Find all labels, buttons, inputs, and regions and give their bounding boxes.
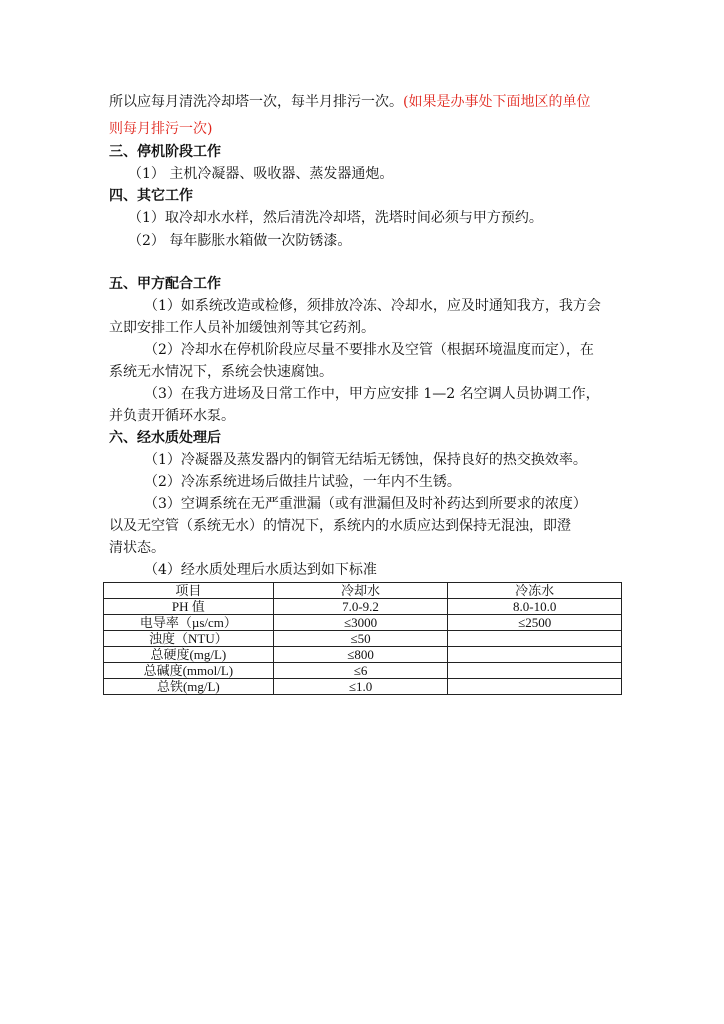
section-6-para-4: （4）经水质处理后水质达到如下标准: [144, 562, 377, 578]
table-header-row: [104, 583, 622, 599]
cell-item: 电导率（µs/cm）: [104, 615, 274, 631]
section-5-para-1-line-1: （1）如系统改造或检修，须排放冷冻、冷却水，应及时通知我方，我方会: [144, 298, 601, 314]
section-6-para-3-line-3: 清状态。: [109, 540, 165, 556]
cell-chilled: [448, 679, 622, 695]
intro-line-1: [109, 92, 590, 112]
cell-cooling: ≤6: [273, 663, 448, 679]
cell-cooling: ≤3000: [273, 615, 448, 631]
intro-note-red: (如果是办事处下面地区的单位: [403, 94, 591, 110]
cell-item: 总硬度(mg/L): [104, 647, 274, 663]
cell-item: PH 值: [104, 599, 274, 615]
table-row: [104, 663, 622, 679]
section-5-para-3-line-1: （3）在我方进场及日常工作中，甲方应安排 1—2 名空调人员协调工作，: [144, 386, 600, 402]
cell-chilled: [448, 647, 622, 663]
section-4-item-2: （2） 每年膨胀水箱做一次防锈漆。: [128, 233, 352, 249]
cell-cooling: ≤1.0: [273, 679, 448, 695]
header-item: 项目: [104, 583, 274, 599]
cell-item: 总铁(mg/L): [104, 679, 274, 695]
cell-item: 总碱度(mmol/L): [104, 663, 274, 679]
header-cooling-water: 冷却水: [273, 583, 448, 599]
intro-text: 所以应每月清洗冷却塔一次，每半月排污一次。: [109, 94, 403, 110]
section-5-para-3-line-2: 并负责开循环水泵。: [109, 408, 235, 424]
table-row: [104, 631, 622, 647]
table-row: [104, 599, 622, 615]
intro-note-red-cont: 则每月排污一次): [109, 121, 213, 137]
section-4-heading: 四、其它工作: [109, 188, 193, 204]
section-5-para-1-line-2: 立即安排工作人员补加缓蚀剂等其它药剂。: [109, 320, 375, 336]
section-6-para-3-line-1: （3）空调系统在无严重泄漏（或有泄漏但及时补药达到所要求的浓度）: [144, 496, 587, 512]
section-4-item-1: （1）取冷却水水样，然后清洗冷却塔，洗塔时间必须与甲方预约。: [128, 210, 543, 226]
table-row: [104, 679, 622, 695]
cell-cooling: ≤50: [273, 631, 448, 647]
cell-chilled: 8.0-10.0: [448, 599, 622, 615]
section-3-item-1: （1） 主机冷凝器、吸收器、蒸发器通炮。: [128, 166, 394, 182]
table-row: [104, 647, 622, 663]
section-5-para-2-line-2: 系统无水情况下，系统会快速腐蚀。: [109, 364, 333, 380]
table-row: [104, 615, 622, 631]
section-5-heading: 五、甲方配合工作: [109, 276, 221, 292]
water-quality-table: [103, 582, 622, 695]
section-3-heading: 三、停机阶段工作: [109, 144, 221, 160]
cell-cooling: 7.0-9.2: [273, 599, 448, 615]
header-chilled-water: 冷冻水: [448, 583, 622, 599]
cell-cooling: ≤800: [273, 647, 448, 663]
section-6-para-3-line-2: 以及无空管（系统无水）的情况下，系统内的水质应达到保持无混浊，即澄: [109, 518, 571, 534]
section-5-para-2-line-1: （2）冷却水在停机阶段应尽量不要排水及空管（根据环境温度而定），在: [144, 342, 594, 358]
cell-chilled: [448, 663, 622, 679]
section-6-para-2: （2）冷冻系统进场后做挂片试验，一年内不生锈。: [144, 474, 461, 490]
cell-chilled: [448, 631, 622, 647]
cell-chilled: ≤2500: [448, 615, 622, 631]
section-6-heading: 六、经水质处理后: [109, 430, 221, 446]
cell-item: 浊度（NTU）: [104, 631, 274, 647]
section-6-para-1: （1）冷凝器及蒸发器内的铜管无结垢无锈蚀，保持良好的热交换效率。: [144, 452, 587, 468]
